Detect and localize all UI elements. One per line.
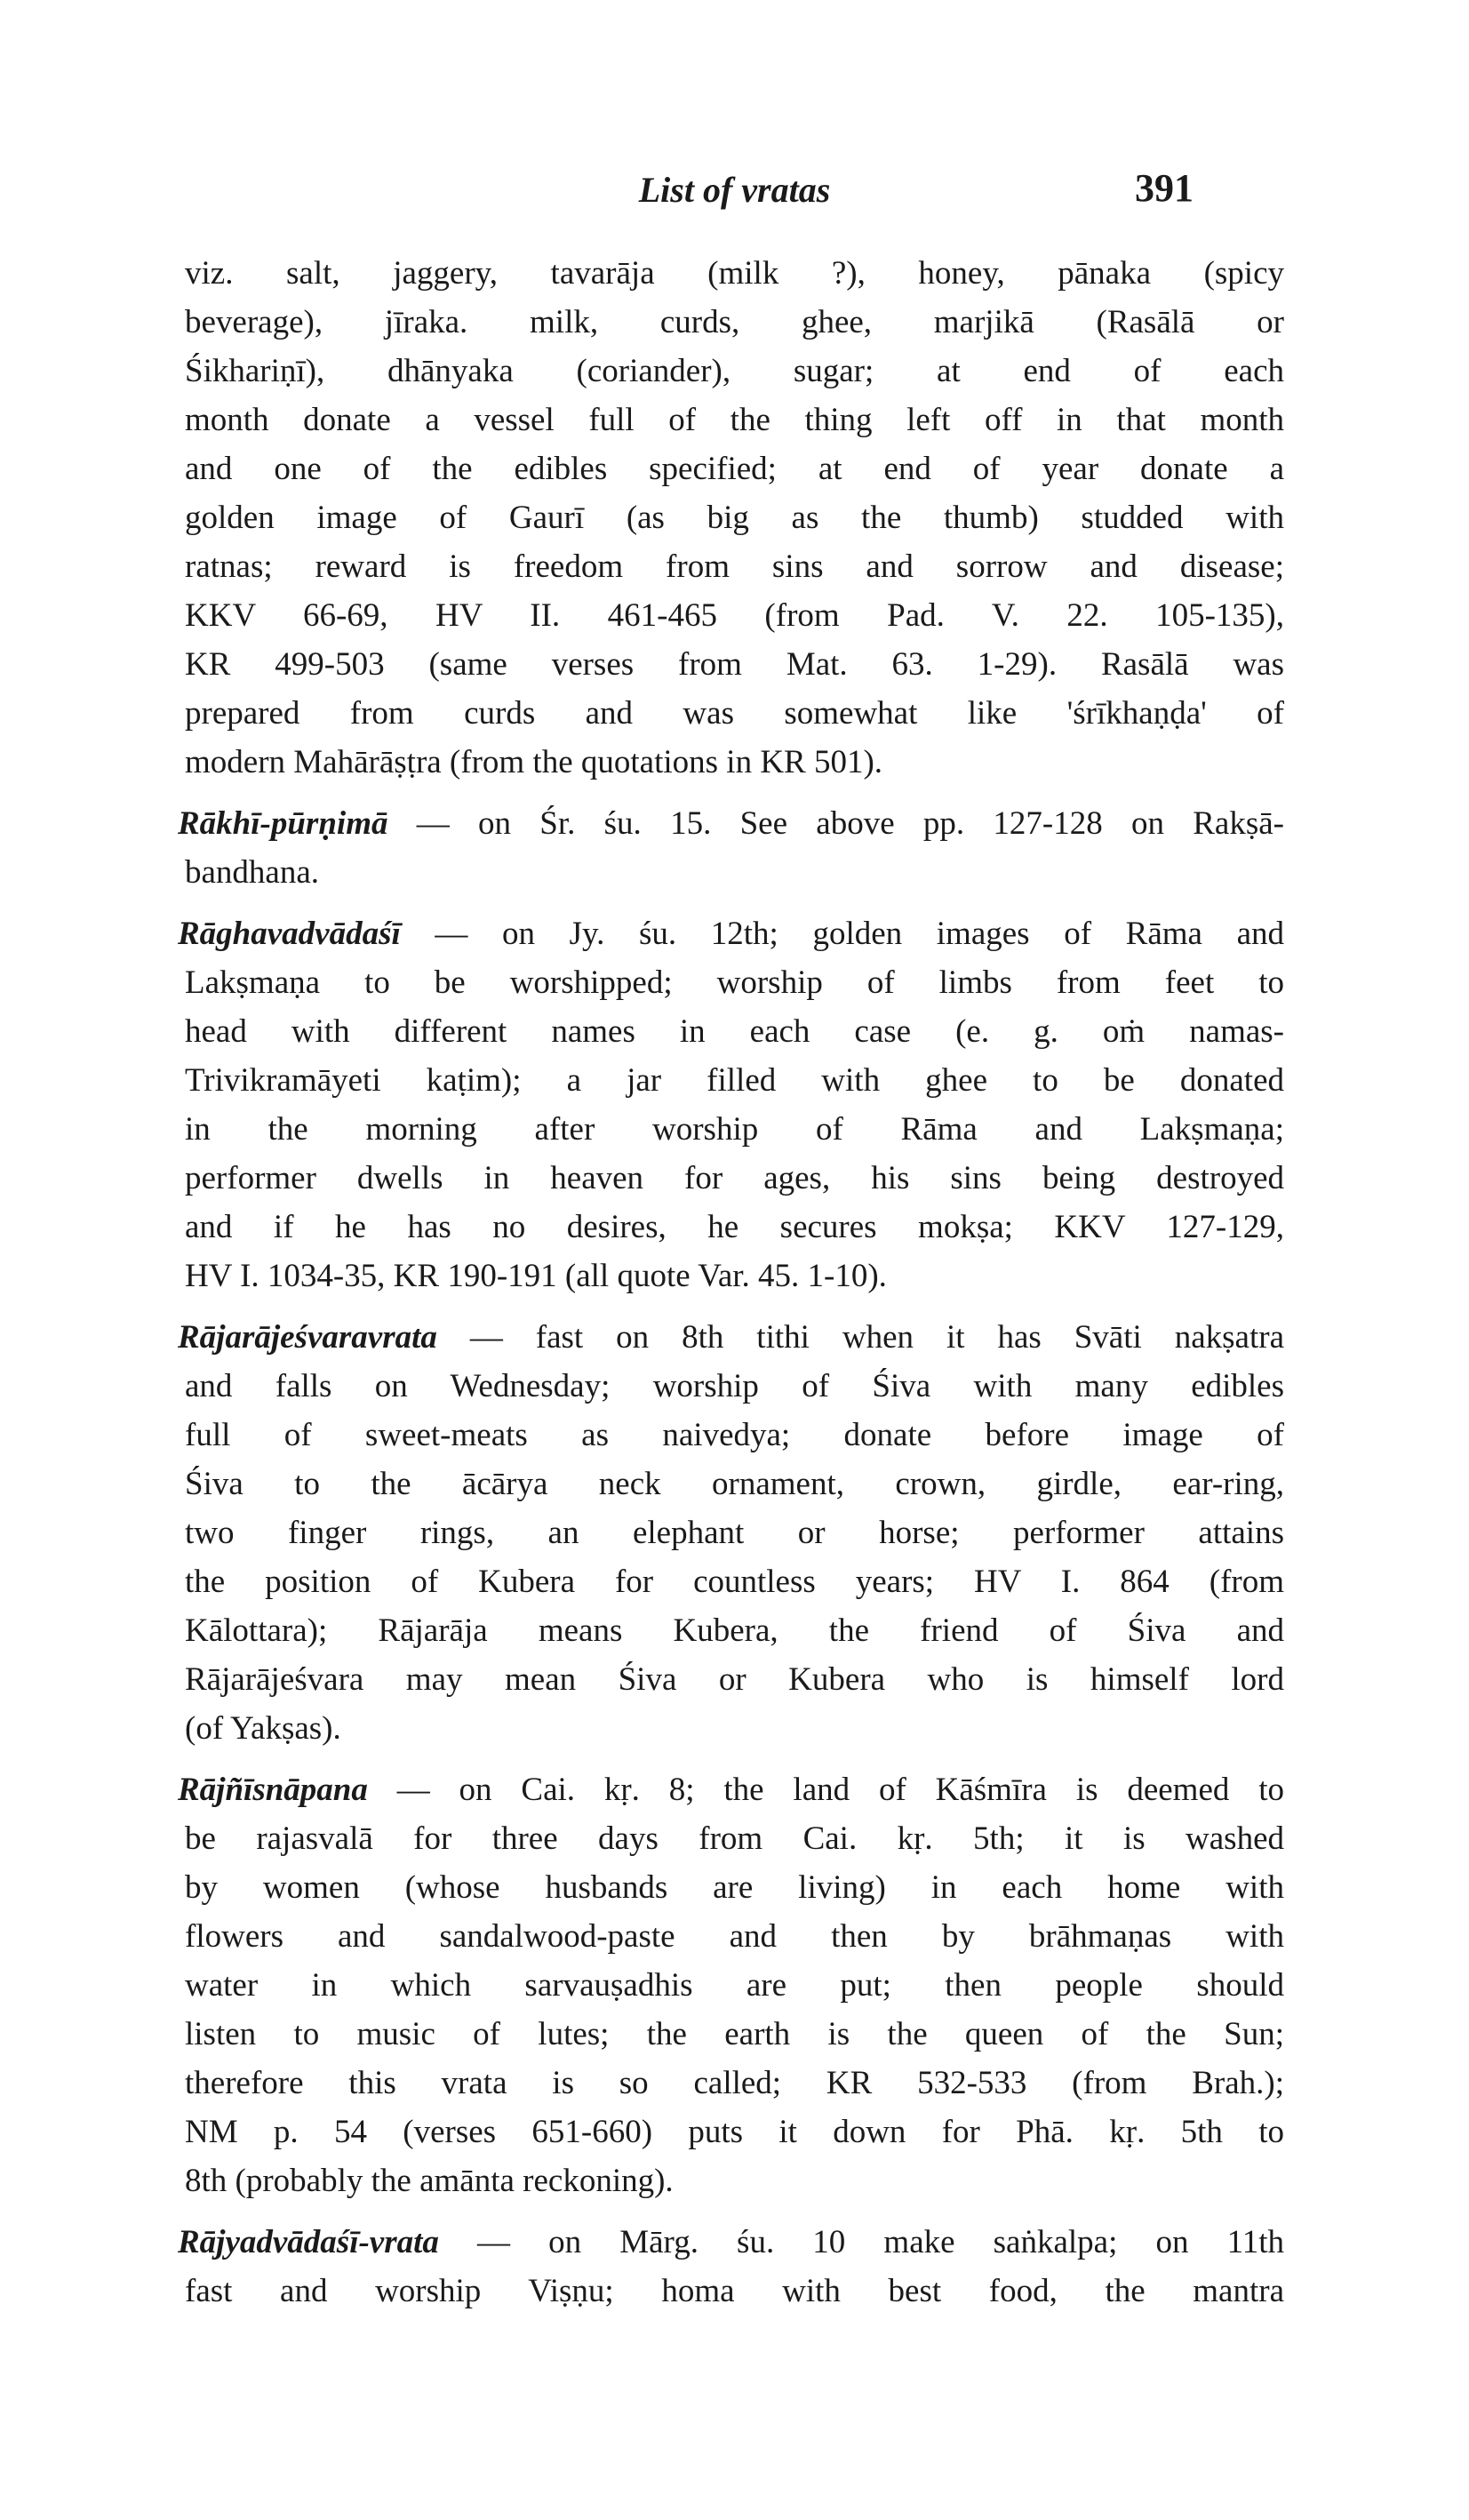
entry-first-line — [178, 909, 1284, 958]
text-line: Śiva to the ācārya neck ornament, crown, girdle, ear-ring, — [185, 1466, 1284, 1502]
text-line: month donate a vessel full of the thing left off in that month — [185, 402, 1284, 438]
entry-raghavadvadasi — [178, 909, 1284, 1300]
entry-text: — on Mārg. śu. 10 make saṅkalpa; on 11th — [438, 2224, 1284, 2260]
text-line: water in which sarvauṣadhis are put; then people should — [185, 1967, 1284, 2004]
entry-rajyadvadasi-vrata — [178, 2218, 1284, 2316]
text-line: Rājarājeśvara may mean Śiva or Kubera who is himself lord — [185, 1661, 1284, 1698]
entry-rajarajesvaravrata — [178, 1313, 1284, 1753]
entry-rajnisnapana — [178, 1765, 1284, 2205]
entry-continuation — [178, 249, 1284, 787]
text-line: KR 499-503 (same verses from Mat. 63. 1-29). Rasālā was — [185, 646, 1284, 683]
text-line: Śikhariṇī), dhānyaka (coriander), sugar; at end of each — [185, 353, 1284, 389]
text-line: be rajasvalā for three days from Cai. kṛ. 5th; it is washed — [185, 1820, 1284, 1857]
entry-first-line — [178, 799, 1284, 848]
entry-text: — on Śr. śu. 15. See above pp. 127-128 on Rakṣā- — [387, 805, 1284, 842]
text-line: HV I. 1034-35, KR 190-191 (all quote Var. 45. 1-10). — [185, 1258, 887, 1294]
text-line: golden image of Gaurī (as big as the thumb) studded with — [185, 500, 1284, 536]
text-line: NM p. 54 (verses 651-660) puts it down for Phā. kṛ. 5th to — [185, 2114, 1284, 2150]
entry-text: — on Cai. kṛ. 8; the land of Kāśmīra is deemed to — [367, 1772, 1284, 1808]
text-line: by women (whose husbands are living) in each home with — [185, 1869, 1284, 1906]
text-line: therefore this vrata is so called; KR 532-533 (from Brah.); — [185, 2065, 1284, 2101]
entry-headword: Rājyadvādaśī-vrata — [178, 2224, 439, 2260]
text-line: full of sweet-meats as naivedya; donate before image of — [185, 1417, 1284, 1453]
text-line: Trivikramāyeti kaṭim); a jar filled with ghee to be donated — [185, 1062, 1284, 1099]
text-line: Kālottara); Rājarāja means Kubera, the friend of Śiva and — [185, 1612, 1284, 1649]
entry-first-line — [178, 1765, 1284, 1814]
text-line: prepared from curds and was somewhat like 'śrīkhaṇḍa' of — [185, 695, 1284, 732]
entry-headword: Rāghavadvādaśī — [178, 916, 401, 952]
text-line: in the morning after worship of Rāma and Lakṣmaṇa; — [185, 1111, 1284, 1148]
text-line: modern Mahārāṣṭra (from the quotations in KR 501). — [185, 744, 883, 780]
page-number: 391 — [1135, 166, 1194, 210]
text-line: listen to music of lutes; the earth is the queen of the Sun; — [185, 2016, 1284, 2052]
text-line: and if he has no desires, he secures mokṣa; KKV 127-129, — [185, 1209, 1284, 1245]
text-line: (of Yakṣas). — [185, 1710, 341, 1747]
text-line: beverage), jīraka. milk, curds, ghee, marjikā (Rasālā or — [185, 304, 1284, 340]
entry-first-line — [178, 2218, 1284, 2267]
text-line: and one of the edibles specified; at end of year donate a — [185, 451, 1284, 487]
entry-first-line — [178, 1313, 1284, 1362]
text-line: performer dwells in heaven for ages, his sins being destroyed — [185, 1160, 1284, 1196]
entry-headword: Rākhī-pūrṇimā — [178, 805, 388, 842]
text-line: the position of Kubera for countless years; HV I. 864 (from — [185, 1564, 1284, 1600]
page-header — [0, 166, 1469, 222]
page-body — [178, 249, 1284, 2328]
running-title: List of vratas — [638, 170, 831, 210]
text-line: head with different names in each case (e. g. oṁ namas- — [185, 1013, 1284, 1050]
text-line: viz. salt, jaggery, tavarāja (milk ?), honey, pānaka (spicy — [185, 255, 1284, 292]
entry-text: — on Jy. śu. 12th; golden images of Rāma and — [400, 916, 1284, 952]
text-line: 8th (probably the amānta reckoning). — [185, 2163, 674, 2199]
text-line: Lakṣmaṇa to be worshipped; worship of limbs from feet to — [185, 964, 1284, 1001]
text-line: and falls on Wednesday; worship of Śiva with many edibles — [185, 1368, 1284, 1404]
entry-headword: Rājarājeśvaravrata — [178, 1319, 437, 1356]
text-line: fast and worship Viṣṇu; homa with best food, the mantra — [185, 2273, 1284, 2309]
text-line: ratnas; reward is freedom from sins and sorrow and disease; — [185, 548, 1284, 585]
entry-headword: Rājñīsnāpana — [178, 1772, 368, 1808]
entry-text: — fast on 8th tithi when it has Svāti nakṣatra — [436, 1319, 1284, 1356]
text-line: two finger rings, an elephant or horse; performer attains — [185, 1515, 1284, 1551]
text-line: KKV 66-69, HV II. 461-465 (from Pad. V. 22. 105-135), — [185, 597, 1284, 634]
text-line: flowers and sandalwood-paste and then by brāhmaṇas with — [185, 1918, 1284, 1955]
entry-rakhi-purnima — [178, 799, 1284, 897]
text-line: bandhana. — [185, 854, 320, 891]
